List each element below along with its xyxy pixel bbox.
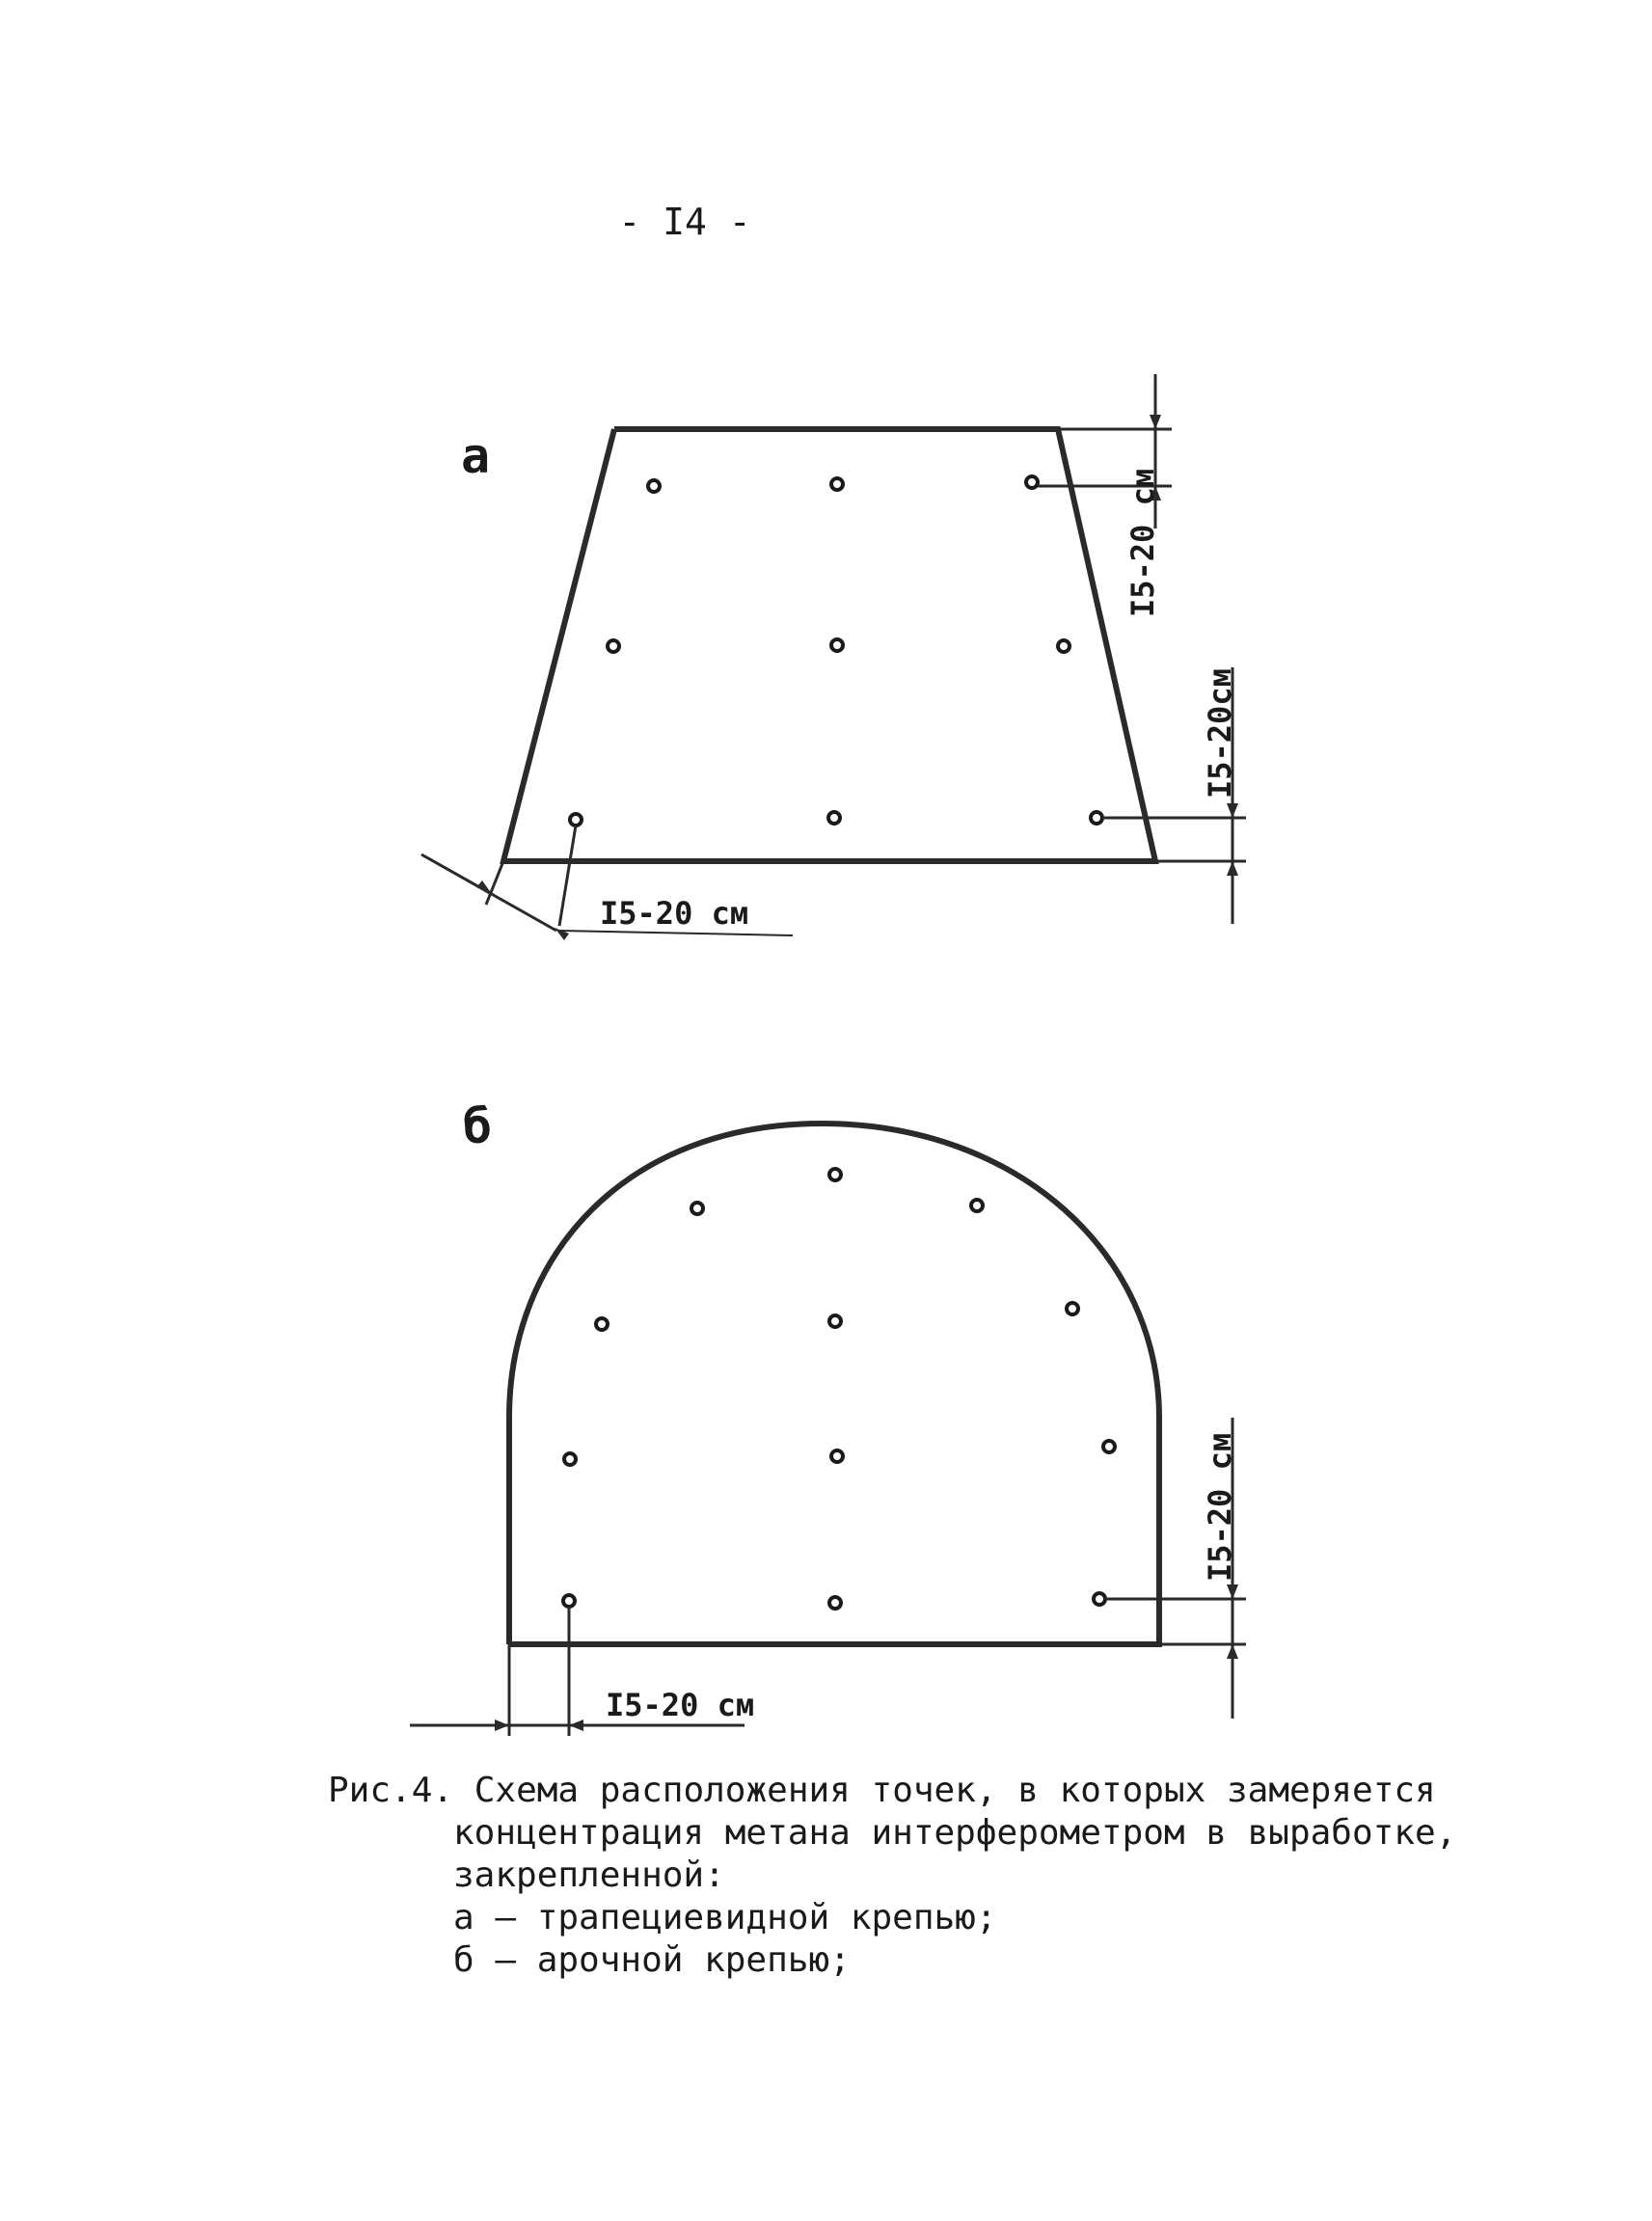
- figure-a-dim-bottom-label: I5-20см: [1202, 668, 1238, 799]
- figure-a-label: a: [461, 428, 491, 484]
- figure-b-dim-horizontal-label: I5-20 см: [606, 1687, 755, 1723]
- measure-point: [971, 1200, 983, 1211]
- measure-point: [1094, 1593, 1105, 1605]
- figure-b-label: б: [463, 1098, 493, 1154]
- caption-line-2: концентрация метана интерферометром в выработке,: [453, 1813, 1457, 1853]
- measure-point: [648, 480, 660, 492]
- figure-b-dim-vertical-label: I5-20 см: [1202, 1432, 1238, 1582]
- measure-point: [831, 1450, 843, 1462]
- caption-line-5: б – арочной крепью;: [453, 1940, 851, 1980]
- measure-point: [1091, 812, 1102, 824]
- measure-point: [563, 1595, 575, 1607]
- measure-point: [570, 814, 582, 826]
- caption-line-4: а – трапециевидной крепью;: [453, 1898, 997, 1937]
- measure-point: [1103, 1441, 1115, 1452]
- figure-a-dim-horizontal-label: I5-20 см: [600, 895, 749, 932]
- caption-line-1: Рис.4. Схема расположения точек, в которых замеряется: [328, 1771, 1436, 1810]
- measure-point: [1026, 476, 1038, 488]
- measure-point: [829, 1315, 841, 1327]
- caption-line-3: закрепленной:: [453, 1855, 725, 1895]
- figure-b-arch: [509, 1124, 1159, 1644]
- measure-point: [1067, 1303, 1078, 1314]
- measure-point: [829, 1169, 841, 1180]
- measure-point: [831, 478, 843, 490]
- measure-point: [831, 639, 843, 651]
- page-number: - I4 -: [618, 201, 751, 243]
- measure-point: [828, 812, 840, 824]
- measure-point: [608, 640, 619, 652]
- measure-point: [1058, 640, 1070, 652]
- measure-point: [691, 1203, 703, 1214]
- figure-b-points: [563, 1169, 1115, 1609]
- measure-point: [596, 1318, 608, 1330]
- figure-a-dim-top-label: I5-20 см: [1124, 468, 1161, 617]
- figure-a-points: [570, 476, 1102, 826]
- figure-caption: [328, 1770, 1485, 1982]
- measure-point: [829, 1597, 841, 1609]
- measure-point: [564, 1453, 576, 1465]
